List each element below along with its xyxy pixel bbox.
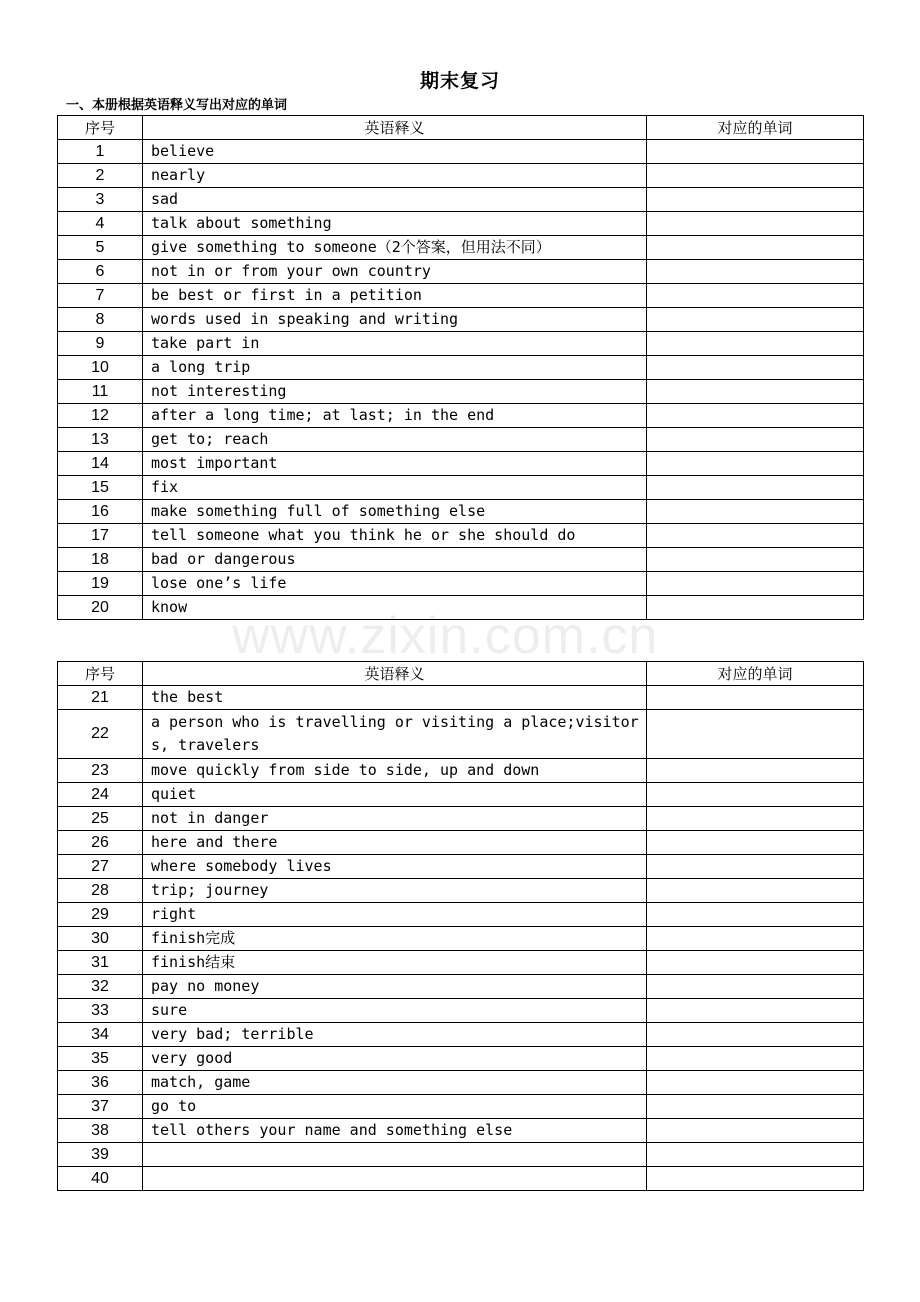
row-number: 6 [58, 260, 143, 284]
row-number: 3 [58, 188, 143, 212]
answer-cell[interactable] [647, 404, 864, 428]
row-number: 29 [58, 903, 143, 927]
table-row [58, 759, 864, 783]
row-number: 13 [58, 428, 143, 452]
row-number: 19 [58, 572, 143, 596]
row-number: 24 [58, 783, 143, 807]
answer-cell[interactable] [647, 428, 864, 452]
answer-cell[interactable] [647, 476, 864, 500]
table-row [58, 356, 864, 380]
table-row [58, 404, 864, 428]
definition-cell: most important [143, 452, 647, 476]
definition-cell: pay no money [143, 975, 647, 999]
definition-cell: take part in [143, 332, 647, 356]
row-number: 36 [58, 1071, 143, 1095]
section-heading: 一、本册根据英语释义写出对应的单词 [66, 98, 288, 113]
answer-cell[interactable] [647, 572, 864, 596]
definition-cell: trip; journey [143, 879, 647, 903]
table-row [58, 1119, 864, 1143]
answer-cell[interactable] [647, 855, 864, 879]
definition-cell [143, 1167, 647, 1191]
definition-cell: where somebody lives [143, 855, 647, 879]
header-num: 序号 [58, 116, 143, 140]
definition-cell: a person who is travelling or visiting a place;visitors, travelers [143, 710, 647, 759]
table-header-row [58, 662, 864, 686]
answer-cell[interactable] [647, 308, 864, 332]
row-number: 15 [58, 476, 143, 500]
answer-cell[interactable] [647, 1095, 864, 1119]
table-row [58, 284, 864, 308]
table-row [58, 140, 864, 164]
answer-cell[interactable] [647, 188, 864, 212]
row-number: 28 [58, 879, 143, 903]
row-number: 34 [58, 1023, 143, 1047]
watermark: www.zixin.com.cn [232, 607, 659, 665]
row-number: 30 [58, 927, 143, 951]
table-row [58, 999, 864, 1023]
definition-cell: finish结束 [143, 951, 647, 975]
table-row [58, 308, 864, 332]
definition-cell: very good [143, 1047, 647, 1071]
answer-cell[interactable] [647, 596, 864, 620]
answer-cell[interactable] [647, 140, 864, 164]
vocab-table-1 [57, 115, 864, 620]
definition-cell: get to; reach [143, 428, 647, 452]
row-number: 12 [58, 404, 143, 428]
answer-cell[interactable] [647, 879, 864, 903]
definition-cell: nearly [143, 164, 647, 188]
table-row [58, 236, 864, 260]
header-answer: 对应的单词 [647, 116, 864, 140]
definition-cell: fix [143, 476, 647, 500]
row-number: 9 [58, 332, 143, 356]
table-row [58, 188, 864, 212]
table-row [58, 975, 864, 999]
table-row [58, 476, 864, 500]
table-row [58, 879, 864, 903]
header-num: 序号 [58, 662, 143, 686]
definition-cell: right [143, 903, 647, 927]
answer-cell[interactable] [647, 260, 864, 284]
definition-cell: match, game [143, 1071, 647, 1095]
answer-cell[interactable] [647, 999, 864, 1023]
table-row [58, 903, 864, 927]
table-row [58, 548, 864, 572]
definition-cell: go to [143, 1095, 647, 1119]
row-number: 2 [58, 164, 143, 188]
definition-cell [143, 1143, 647, 1167]
table-row [58, 452, 864, 476]
row-number: 35 [58, 1047, 143, 1071]
row-number: 21 [58, 686, 143, 710]
row-number: 8 [58, 308, 143, 332]
answer-cell[interactable] [647, 356, 864, 380]
row-number: 4 [58, 212, 143, 236]
definition-cell: talk about something [143, 212, 647, 236]
table-row [58, 807, 864, 831]
definition-cell: words used in speaking and writing [143, 308, 647, 332]
table-row [58, 686, 864, 710]
header-answer: 对应的单词 [647, 662, 864, 686]
answer-cell[interactable] [647, 284, 864, 308]
row-number: 10 [58, 356, 143, 380]
row-number: 37 [58, 1095, 143, 1119]
table-row [58, 783, 864, 807]
table-row [58, 1095, 864, 1119]
table-row [58, 1167, 864, 1191]
answer-cell[interactable] [647, 1119, 864, 1143]
table-row [58, 428, 864, 452]
definition-cell: be best or first in a petition [143, 284, 647, 308]
table-row [58, 951, 864, 975]
table-row [58, 572, 864, 596]
answer-cell[interactable] [647, 1071, 864, 1095]
answer-cell[interactable] [647, 759, 864, 783]
row-number: 18 [58, 548, 143, 572]
table-row [58, 500, 864, 524]
definition-cell: very bad; terrible [143, 1023, 647, 1047]
row-number: 25 [58, 807, 143, 831]
table-header-row [58, 116, 864, 140]
row-number: 1 [58, 140, 143, 164]
answer-cell[interactable] [647, 1047, 864, 1071]
definition-cell: tell others your name and something else [143, 1119, 647, 1143]
answer-cell[interactable] [647, 710, 864, 759]
row-number: 33 [58, 999, 143, 1023]
answer-cell[interactable] [647, 164, 864, 188]
table-row [58, 596, 864, 620]
vocab-table-2 [57, 661, 864, 1191]
definition-cell: move quickly from side to side, up and down [143, 759, 647, 783]
definition-cell: lose one’s life [143, 572, 647, 596]
definition-cell: know [143, 596, 647, 620]
table-row [58, 1143, 864, 1167]
row-number: 11 [58, 380, 143, 404]
header-definition: 英语释义 [143, 662, 647, 686]
answer-cell[interactable] [647, 783, 864, 807]
table-row [58, 380, 864, 404]
definition-cell: not in danger [143, 807, 647, 831]
answer-cell[interactable] [647, 500, 864, 524]
row-number: 32 [58, 975, 143, 999]
definition-cell: finish完成 [143, 927, 647, 951]
definition-cell: not interesting [143, 380, 647, 404]
row-number: 31 [58, 951, 143, 975]
page-title: 期末复习 [419, 70, 500, 92]
answer-cell[interactable] [647, 1143, 864, 1167]
table-row [58, 212, 864, 236]
table-row [58, 260, 864, 284]
row-number: 16 [58, 500, 143, 524]
answer-cell[interactable] [647, 807, 864, 831]
answer-cell[interactable] [647, 903, 864, 927]
definition-cell: believe [143, 140, 647, 164]
answer-cell[interactable] [647, 452, 864, 476]
row-number: 20 [58, 596, 143, 620]
table-row [58, 1047, 864, 1071]
definition-cell: sad [143, 188, 647, 212]
answer-cell[interactable] [647, 1167, 864, 1191]
row-number: 40 [58, 1167, 143, 1191]
definition-cell: a long trip [143, 356, 647, 380]
table-row [58, 332, 864, 356]
definition-cell: here and there [143, 831, 647, 855]
answer-cell[interactable] [647, 927, 864, 951]
table-row [58, 831, 864, 855]
header-definition: 英语释义 [143, 116, 647, 140]
answer-cell[interactable] [647, 831, 864, 855]
table-row [58, 710, 864, 759]
row-number: 38 [58, 1119, 143, 1143]
definition-cell: after a long time; at last; in the end [143, 404, 647, 428]
definition-cell: sure [143, 999, 647, 1023]
answer-cell[interactable] [647, 332, 864, 356]
answer-cell[interactable] [647, 686, 864, 710]
answer-cell[interactable] [647, 236, 864, 260]
row-number: 17 [58, 524, 143, 548]
table-row [58, 855, 864, 879]
table-row [58, 1071, 864, 1095]
answer-cell[interactable] [647, 975, 864, 999]
definition-cell: not in or from your own country [143, 260, 647, 284]
row-number: 5 [58, 236, 143, 260]
table-row [58, 927, 864, 951]
row-number: 27 [58, 855, 143, 879]
definition-cell: the best [143, 686, 647, 710]
definition-cell: bad or dangerous [143, 548, 647, 572]
row-number: 14 [58, 452, 143, 476]
definition-cell: tell someone what you think he or she should do [143, 524, 647, 548]
row-number: 26 [58, 831, 143, 855]
answer-cell[interactable] [647, 1023, 864, 1047]
table-row [58, 524, 864, 548]
answer-cell[interactable] [647, 951, 864, 975]
table-row [58, 1023, 864, 1047]
answer-cell[interactable] [647, 380, 864, 404]
answer-cell[interactable] [647, 212, 864, 236]
table-row [58, 164, 864, 188]
row-number: 23 [58, 759, 143, 783]
row-number: 7 [58, 284, 143, 308]
definition-cell: make something full of something else [143, 500, 647, 524]
row-number: 39 [58, 1143, 143, 1167]
definition-cell: give something to someone（2个答案，但用法不同） [143, 236, 647, 260]
answer-cell[interactable] [647, 524, 864, 548]
row-number: 22 [58, 710, 143, 759]
definition-cell: quiet [143, 783, 647, 807]
answer-cell[interactable] [647, 548, 864, 572]
